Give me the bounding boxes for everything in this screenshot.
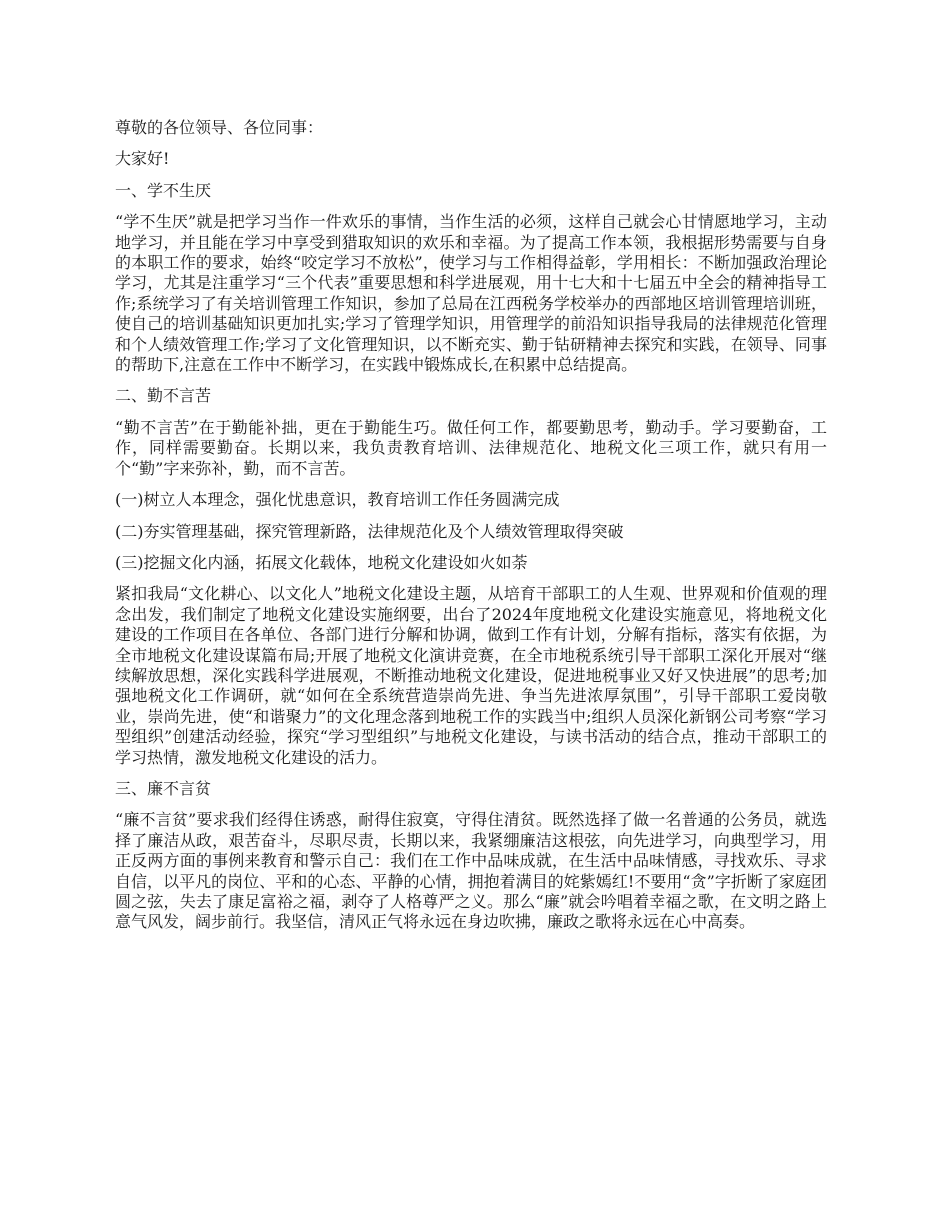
section-1-body: “学不生厌”就是把学习当作一件欢乐的事情，当作生活的必须，这样自己就会心甘情愿地学习，主动地学习，并且能在学习中享受到猎取知识的欢乐和幸福。为了提高工作本领，我根据形势需要与自身的本职工作的要求，始终“咬定学习不放松”，使学习与工作相得益彰，学用相长：不断加强政治理论学习，尤其是注重学习“三个代表”重要思想和科学进展观，用十七大和十七届五中全会的精神指导工作;系统学习了有关培训管理工作知识，参加了总局在江西税务学校举办的西部地区培训管理培训班，使自己的培训基础知识更加扎实;学习了管理学知识，用管理学的前沿知识指导我局的法律规范化管理和个人绩效管理工作;学习了文化管理知识，以不断充实、勤于钻研精神去探究和实践，在领导、同事的帮助下,注意在工作中不断学习，在实践中锻炼成长,在积累中总结提高。 [115, 212, 827, 375]
section-3-body: “廉不言贫”要求我们经得住诱惑，耐得住寂寞，守得住清贫。既然选择了做一名普通的公务员，就选择了廉洁从政，艰苦奋斗，尽职尽责，长期以来，我紧绷廉洁这根弦，向先进学习，向典型学习，用正反两方面的事例来教育和警示自己：我们在工作中品味成就，在生活中品味情感，寻找欢乐、寻求自信，以平凡的岗位、平和的心态、平静的心情，拥抱着满目的姹紫嫣红!不要用“贪”字折断了家庭团圆之弦，失去了康足富裕之福，剥夺了人格尊严之义。那么“廉”就会吟唱着幸福之歌，在文明之路上意气风发，阔步前行。我坚信，清风正气将永远在身边吹拂，廉政之歌将永远在心中高奏。 [115, 810, 827, 932]
subsection-heading-2: (二)夯实管理基础，探究管理新路，法律规范化及个人绩效管理取得突破 [115, 521, 624, 541]
section-heading-1: 一、学不生厌 [115, 180, 212, 200]
section-heading-2: 二、勤不言苦 [115, 386, 212, 406]
greeting: 大家好! [115, 149, 170, 169]
section-2-body: “勤不言苦”在于勤能补拙，更在于勤能生巧。做任何工作，都要勤思考，勤动手。学习要勤奋，工作，同样需要勤奋。长期以来，我负责教育培训、法律规范化、地税文化三项工作，就只有用一个“勤”字来弥补，勤，而不言苦。 [115, 417, 827, 478]
subsection-heading-1: (一)树立人本理念，强化忧患意识，教育培训工作任务圆满完成 [115, 490, 560, 510]
subsection-3-body: 紧扣我局“文化耕心、以文化人”地税文化建设主题，从培育干部职工的人生观、世界观和价值观的理念出发，我们制定了地税文化建设实施纲要，出台了2024年度地税文化建设实施意见，将地税文化建设的工作项目在各单位、各部门进行分解和协调，做到工作有计划，分解有指标，落实有依据，为全市地税文化建设谋篇布局;开展了地税文化演讲竞赛，在全市地税系统引导干部职工深化开展对“继续解放思想，深化实践科学进展观，不断推动地税文化建设，促进地税事业又好又快进展”的思考;加强地税文化工作调研，就“如何在全系统营造崇尚先进、争当先进浓厚氛围”，引导干部职工爱岗敬业，崇尚先进，使“和谐聚力”的文化理念落到地税工作的实践当中;组织人员深化新钢公司考察“学习型组织”创建活动经验，探究“学习型组织”与地税文化建设，与读书活动的结合点，推动干部职工的学习热情，激发地税文化建设的活力。 [115, 584, 827, 767]
document-body [115, 118, 827, 944]
section-heading-3: 三、廉不言贫 [115, 778, 212, 798]
salutation: 尊敬的各位领导、各位同事： [115, 118, 324, 137]
subsection-heading-3: (三)挖掘文化内涵，拓展文化载体，地税文化建设如火如荼 [115, 552, 528, 572]
